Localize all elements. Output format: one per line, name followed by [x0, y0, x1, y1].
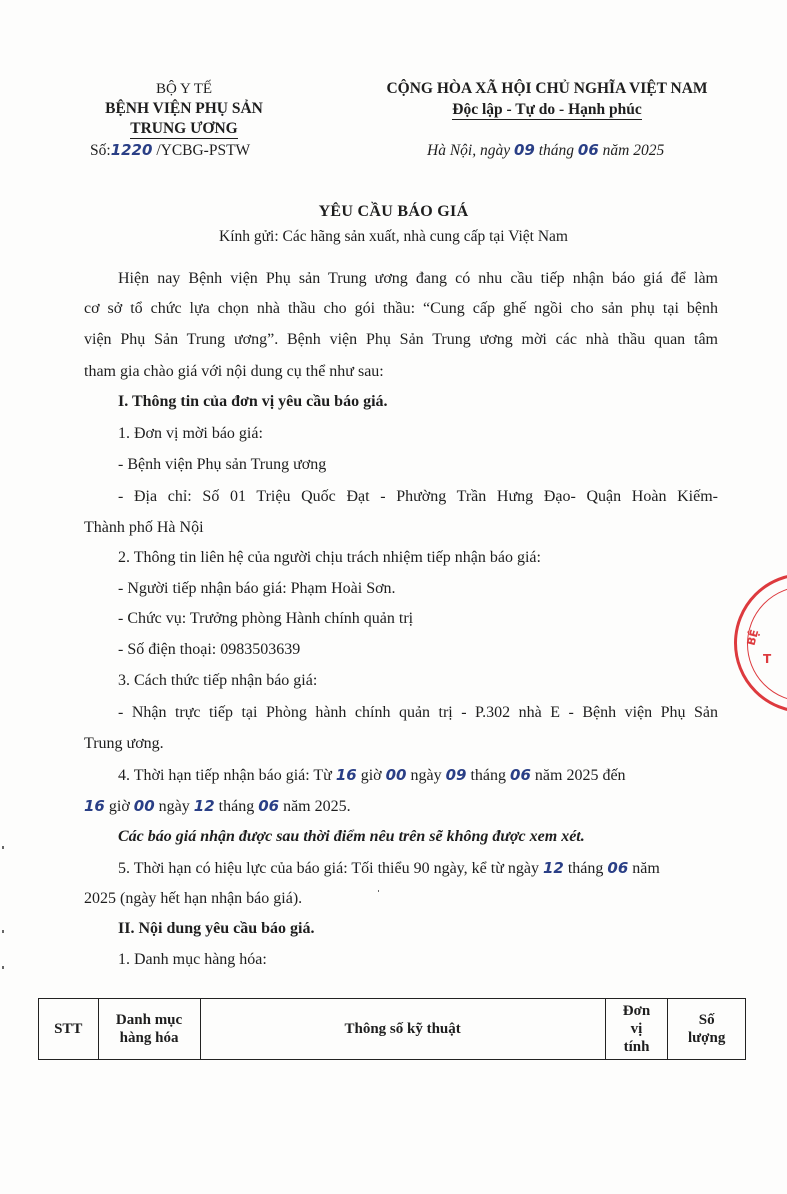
address-line-1: - Địa chỉ: Số 01 Triệu Quốc Đạt - Phường Trần Hưng Đạo- Quận Hoàn Kiếm- [118, 488, 718, 505]
late-submission-note: Các báo giá nhận được sau thời điểm nêu trên sẽ không được xem xét. [118, 828, 585, 845]
doc-no-suffix: /YCBG-PSTW [152, 142, 251, 159]
red-seal-stamp [734, 573, 787, 713]
receiver-phone: - Số điện thoại: 0983503639 [118, 641, 301, 658]
item4-text-7: ngày [154, 798, 194, 815]
col-header-stt: STT [39, 999, 99, 1060]
national-header [378, 79, 716, 120]
col-header-goods-line1: Danh mục [115, 1012, 183, 1028]
date-month-handwritten: 06 [577, 141, 599, 159]
item4-text-3: ngày [406, 767, 446, 784]
item5-text-1: 5. Thời hạn có hiệu lực của báo giá: Tối thiểu 90 ngày, kể từ ngày [118, 860, 543, 877]
intro-line-4: tham gia chào giá với nội dung cụ thể như sau: [84, 363, 384, 380]
scan-speck [2, 930, 4, 933]
recipient-line: Kính gửi: Các hãng sản xuất, nhà cung cấp tại Việt Nam [219, 228, 568, 245]
issuer-block [84, 79, 284, 139]
hospital-name-line1: BỆNH VIỆN PHỤ SẢN [105, 100, 263, 117]
ministry-name: BỘ Y TẾ [155, 81, 213, 97]
item5-month: 06 [607, 859, 629, 877]
item4-hour-to: 16 [84, 797, 105, 815]
national-motto: Độc lập - Tự do - Hạnh phúc [452, 101, 642, 118]
seal-letter: T [763, 652, 772, 666]
col-header-quantity-line2: lượng [688, 1030, 726, 1046]
item4-hour-from: 16 [335, 766, 357, 784]
item4-day-from: 09 [445, 766, 467, 784]
document-number [90, 141, 250, 160]
date-day-handwritten: 09 [513, 141, 535, 159]
table-header-row [39, 999, 746, 1060]
scan-speck [2, 846, 4, 849]
intro-line-1: Hiện nay Bệnh viện Phụ sản Trung ương đang có nhu cầu tiếp nhận báo giá để làm [118, 270, 718, 287]
item4-day-to: 12 [193, 797, 215, 815]
item4-text-4: tháng [466, 767, 511, 784]
item4-month-from: 06 [510, 766, 531, 784]
section-2-heading: II. Nội dung yêu cầu báo giá. [118, 920, 315, 937]
section-1-item-4-line-1 [118, 766, 626, 785]
section-1-item-5-line-1 [118, 859, 660, 878]
col-header-goods [98, 999, 200, 1060]
item4-text-9: năm 2025. [279, 798, 351, 815]
seal-arc-text: BỆ [744, 628, 762, 647]
col-header-unit-line3: tính [623, 1039, 650, 1055]
item4-text-2: giờ [356, 767, 386, 784]
hospital-name-line2: TRUNG ƯƠNG [130, 120, 238, 137]
col-header-spec: Thông số kỹ thuật [200, 999, 605, 1060]
col-header-unit-line2: vị [630, 1021, 643, 1037]
inviting-unit: - Bệnh viện Phụ sản Trung ương [118, 456, 327, 473]
col-header-quantity [668, 999, 746, 1060]
intro-line-2: cơ sở tổ chức lựa chọn nhà thầu cho gói thầu: “Cung cấp ghế ngồi cho sản phụ tại bệnh [84, 300, 718, 317]
section-1-item-5-line-2: 2025 (ngày hết hạn nhận báo giá). [84, 890, 303, 907]
goods-table [38, 998, 746, 1060]
section-1-item-2: 2. Thông tin liên hệ của người chịu trách nhiệm tiếp nhận báo giá: [118, 549, 541, 566]
section-1-heading: I. Thông tin của đơn vị yêu cầu báo giá. [118, 393, 388, 410]
item4-text-6: giờ [104, 798, 134, 815]
section-2-item-1: 1. Danh mục hàng hóa: [118, 951, 267, 968]
scan-speck [378, 890, 379, 892]
date-prefix: Hà Nội, ngày [427, 142, 514, 159]
col-header-goods-line2: hàng hóa [119, 1030, 179, 1046]
col-header-unit-line1: Đơn [622, 1003, 651, 1019]
item4-text-5: năm 2025 đến [530, 767, 626, 784]
method-line-2: Trung ương. [84, 735, 164, 752]
date-suffix: năm 2025 [598, 142, 665, 159]
method-line-1: - Nhận trực tiếp tại Phòng hành chính quản trị - P.302 nhà E - Bệnh viện Phụ Sản [118, 704, 718, 721]
item5-day: 12 [542, 859, 564, 877]
item4-text-1: 4. Thời hạn tiếp nhận báo giá: Từ [118, 767, 336, 784]
document-title: YÊU CẦU BÁO GIÁ [318, 203, 469, 220]
doc-no-prefix: Số: [90, 142, 111, 159]
date-mid: tháng [534, 142, 578, 159]
section-1-item-1: 1. Đơn vị mời báo giá: [118, 425, 263, 442]
receiver-position: - Chức vụ: Trưởng phòng Hành chính quản trị [118, 610, 414, 627]
item4-minute-from: 00 [385, 766, 407, 784]
item5-text-3: năm [628, 860, 660, 877]
intro-line-3: viện Phụ Sản Trung ương”. Bệnh viện Phụ Sản Trung ương mời các nhà thầu quan tâm [84, 331, 718, 348]
address-line-2: Thành phố Hà Nội [84, 519, 204, 536]
section-1-item-3: 3. Cách thức tiếp nhận báo giá: [118, 672, 318, 689]
section-1-item-4-line-2 [84, 797, 351, 816]
scan-speck [2, 966, 4, 969]
doc-no-handwritten: 1220 [110, 141, 153, 159]
place-date [427, 141, 664, 160]
col-header-unit [605, 999, 668, 1060]
item4-text-8: tháng [214, 798, 259, 815]
nation-name: CỘNG HÒA XÃ HỘI CHỦ NGHĨA VIỆT NAM [386, 80, 708, 97]
item5-text-2: tháng [563, 860, 608, 877]
item4-minute-to: 00 [133, 797, 155, 815]
receiver-name: - Người tiếp nhận báo giá: Phạm Hoài Sơn. [118, 580, 396, 597]
col-header-quantity-line1: Số [698, 1012, 715, 1028]
item4-month-to: 06 [258, 797, 280, 815]
